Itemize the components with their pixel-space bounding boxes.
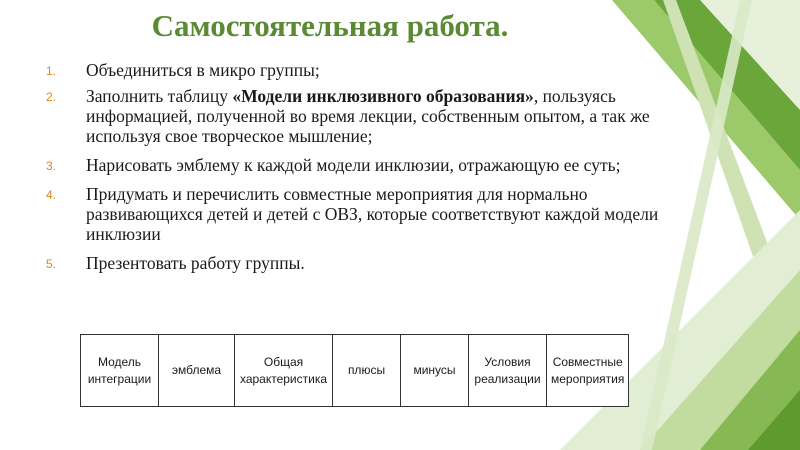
list-item [28,60,668,80]
list-item [28,86,668,146]
table-header-cell: минусы [401,335,469,407]
list-item-text-end: , пользуясь информацией, полученной во время лекции, собственным опытом, а так же используя свое творческое мышление; [86,86,650,146]
list-item-text: Нарисовать эмблему к каждой модели инклюзии, отражающую ее суть; [86,155,621,175]
list-item-number: 1. [46,64,57,78]
list-item [28,253,668,273]
list-item-text-start: Заполнить таблицу [86,86,233,106]
list-item-text: Объединиться в микро группы; [86,60,320,80]
table-header-cell: эмблема [159,335,235,407]
list-item-number: 5. [46,257,57,271]
list-item-number: 3. [46,159,57,173]
table-row [81,335,629,407]
list-item-text: Придумать и перечислить совместные мероприятия для нормально развивающихся детей и детей с ОВЗ, которые соответствуют каждой модели инклюзии [86,184,659,244]
list-item-number: 2. [46,90,57,104]
inclusion-models-table [80,334,629,407]
list-item [28,184,668,244]
table-header-cell: плюсы [333,335,401,407]
slide-title: Самостоятельная работа. [151,8,509,43]
table-header-cell: Модель интеграции [81,335,159,407]
table-name-bold: «Модели инклюзивного образования» [232,86,534,106]
table-header-cell: Общая характеристика [235,335,333,407]
list-item [28,155,668,175]
table-header-cell: Совместные мероприятия [547,335,629,407]
task-list [28,60,668,276]
list-item-number: 4. [46,188,57,202]
list-item-text: Презентовать работу группы. [86,253,305,273]
table-header-cell: Условия реализации [469,335,547,407]
